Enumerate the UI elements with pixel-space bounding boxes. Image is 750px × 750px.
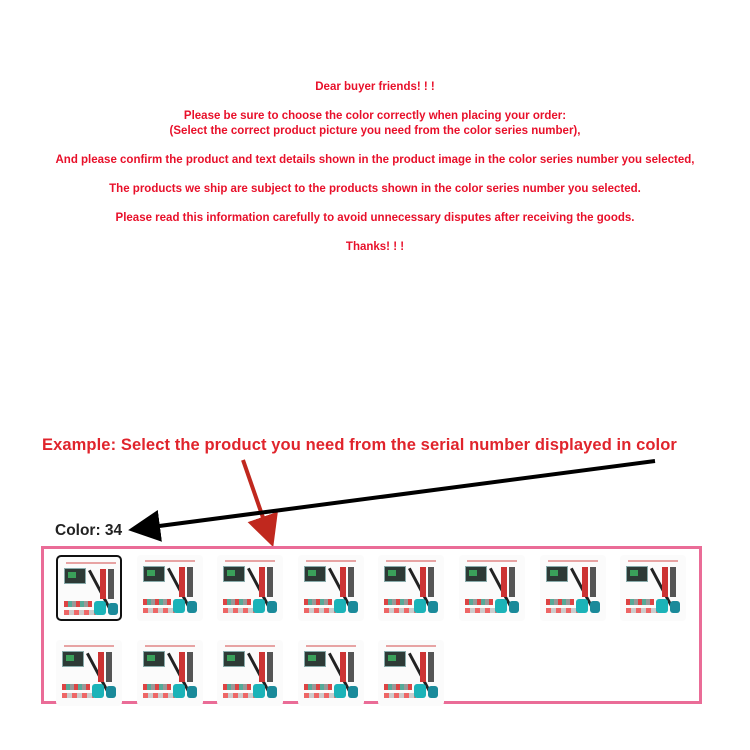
color-option-thumbnail[interactable] <box>459 555 525 621</box>
color-option-thumbnail[interactable] <box>620 555 686 621</box>
red-arrow <box>243 460 268 532</box>
notice-line-1: Dear buyer friends! ! ! <box>315 81 435 93</box>
color-selected-label: Color: 34 <box>55 522 123 539</box>
color-option-thumbnail[interactable] <box>137 640 203 706</box>
color-option-thumbnail[interactable] <box>378 640 444 706</box>
color-option-thumbnail[interactable] <box>137 555 203 621</box>
notice-line-2: Please be sure to choose the color correctly when placing your order: <box>183 110 567 122</box>
black-arrow <box>144 461 655 528</box>
color-option-thumbnail[interactable] <box>217 640 283 706</box>
color-option-thumbnail[interactable] <box>298 555 364 621</box>
notice-line-6: Please read this information carefully to avoid unnecessary disputes after receiving the goods. <box>115 212 635 224</box>
notice-line-7: Thanks! ! ! <box>345 241 405 253</box>
color-option-thumbnail[interactable] <box>217 555 283 621</box>
notice-line-4: And please confirm the product and text details shown in the product image in the color series number you selected, <box>55 154 695 166</box>
color-option-thumbnail[interactable] <box>378 555 444 621</box>
color-option-thumbnail[interactable] <box>298 640 364 706</box>
example-instruction: Example: Select the product you need from the serial number displayed in color <box>42 436 677 454</box>
color-option-thumbnail[interactable] <box>56 555 122 621</box>
color-option-thumbnail[interactable] <box>540 555 606 621</box>
notice-line-5: The products we ship are subject to the products shown in the color series number you selected. <box>109 183 641 195</box>
notice-line-3: (Select the correct product picture you need from the color series number), <box>169 125 581 137</box>
color-option-thumbnail[interactable] <box>56 640 122 706</box>
